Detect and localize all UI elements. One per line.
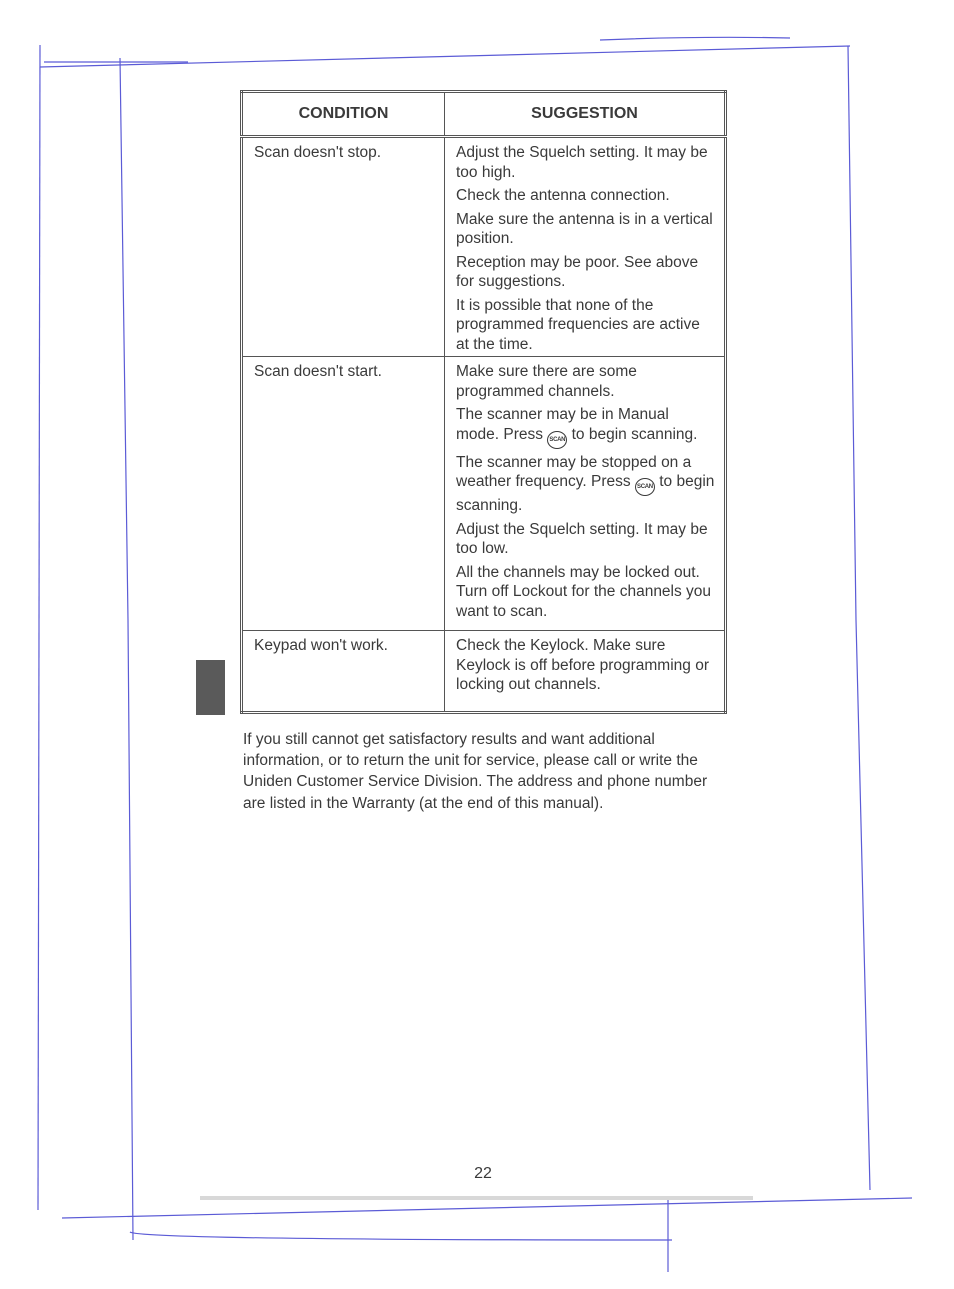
table-header-row: [242, 92, 726, 137]
scan-key-icon: SCAN: [635, 478, 655, 496]
suggestion-item: Adjust the Squelch setting. It may be too low.: [456, 520, 708, 557]
table-row: [242, 357, 726, 631]
suggestion-item: [456, 405, 716, 449]
suggestion-item: Make sure there are some programmed channels.: [456, 363, 637, 400]
section-tab-marker: [196, 660, 225, 715]
column-header-suggestion: SUGGESTION: [445, 92, 726, 137]
suggestion-text: The scanner may be in Manual mode. Press: [456, 406, 669, 443]
troubleshooting-table: [240, 90, 727, 714]
page-edge-shadow: [200, 1196, 753, 1200]
condition-cell: [242, 631, 445, 713]
suggestion-item: Adjust the Squelch setting. It may be too high.: [456, 144, 708, 181]
suggestion-item: Reception may be poor. See above for suggestions.: [456, 253, 699, 290]
condition-cell: [242, 137, 445, 357]
condition-cell: [242, 357, 445, 631]
suggestion-item: Make sure the antenna is in a vertical position.: [456, 210, 713, 247]
suggestion-cell: [445, 137, 726, 357]
table-row: [242, 137, 726, 357]
suggestion-text: to begin scanning.: [456, 473, 715, 514]
page-number: 22: [474, 1165, 492, 1182]
condition-text: Scan doesn't start.: [254, 363, 382, 380]
suggestion-item: It is possible that none of the programmed frequencies are active at the time.: [456, 296, 700, 353]
suggestion-text: The scanner may be stopped on a weather frequency. Press: [456, 453, 692, 490]
suggestion-cell: [445, 357, 726, 631]
condition-text: Keypad won't work.: [254, 637, 388, 654]
suggestion-item: All the channels may be locked out. Turn off Lockout for the channels you want to scan.: [456, 563, 712, 620]
suggestion-text: to begin scanning.: [567, 425, 698, 443]
suggestion-cell: [445, 631, 726, 713]
suggestion-item: Check the antenna connection.: [456, 187, 670, 204]
suggestion-item: Check the Keylock. Make sure Keylock is off before programming or locking out channels.: [456, 637, 709, 693]
suggestion-item: [456, 453, 716, 516]
closing-paragraph: If you still cannot get satisfactory results and want additional information, or to return the unit for service, please call or write the Uniden Customer Service Division. The address and phone number are listed in the Warranty (at the end of this manual).: [243, 731, 708, 812]
column-header-condition: CONDITION: [242, 92, 445, 137]
condition-text: Scan doesn't stop.: [254, 144, 382, 161]
table-row: [242, 631, 726, 713]
scan-key-icon: SCAN: [547, 431, 567, 449]
